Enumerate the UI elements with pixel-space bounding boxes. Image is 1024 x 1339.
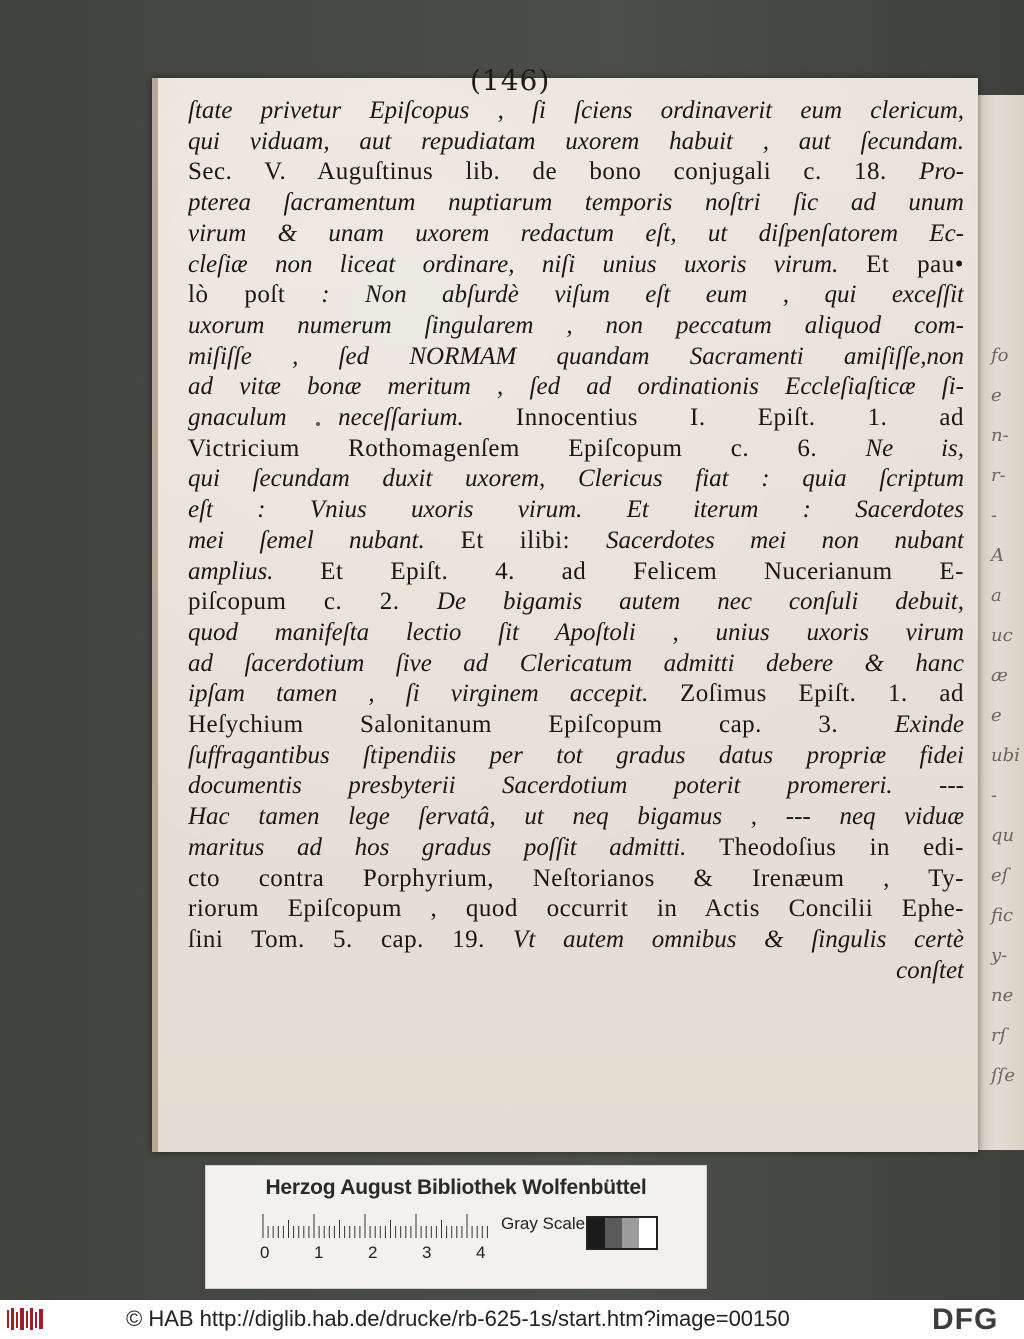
ruler-label: 0 xyxy=(260,1243,270,1262)
text-line xyxy=(188,250,964,281)
facing-page-fragment: æ xyxy=(991,665,1008,686)
text-line xyxy=(188,956,964,987)
gray-swatch xyxy=(622,1218,639,1248)
facing-page-fragment: a xyxy=(991,585,1002,606)
text-line xyxy=(188,587,964,618)
text-line xyxy=(188,618,964,649)
gray-swatch xyxy=(639,1218,656,1248)
facing-page-fragment: - xyxy=(991,505,998,526)
page-number: (146) xyxy=(470,64,551,97)
text-line xyxy=(188,311,964,342)
text-line xyxy=(188,557,964,588)
text-segment: Exinde xyxy=(894,711,964,739)
color-calibration-card xyxy=(205,1165,707,1289)
facing-page-fragment: ſſe xyxy=(991,1065,1015,1086)
text-segment: amplius. xyxy=(188,557,274,585)
text-segment: Victricium Rothomagenſem Epiſcopum c. 6. xyxy=(188,434,866,462)
text-line xyxy=(188,741,964,772)
text-segment: ad vitæ bonæ meritum , ſed ad ordinationis Eccleſiaſticæ ſi- xyxy=(188,373,964,401)
ruler-ticks xyxy=(261,1212,491,1238)
text-segment: ipſam tamen , ſi virginem accepit. xyxy=(188,680,649,708)
facing-page-fragment: r- xyxy=(991,465,1006,486)
text-segment: De bigamis autem nec conſuli debuit, xyxy=(436,588,964,616)
facing-page-fragment: n- xyxy=(991,425,1009,446)
text-line xyxy=(188,96,964,127)
text-line xyxy=(188,157,964,188)
text-segment: Sec. V. Auguſtinus lib. de bono conjugali c. 18. xyxy=(188,158,920,186)
facing-page-fragment: A xyxy=(991,545,1004,566)
library-name: Herzog August Bibliothek Wolfenbüttel xyxy=(265,1176,647,1199)
text-line xyxy=(188,679,964,710)
facing-page-fragment: - xyxy=(991,785,998,806)
text-segment: qui viduam, aut repudiatam uxorem habuit , aut ſecundam. xyxy=(188,127,964,155)
text-segment: qui ſecundam duxit uxorem, Clericus fiat : quia ſcriptum xyxy=(188,465,964,493)
ruler-label: 3 xyxy=(422,1243,432,1262)
text-line xyxy=(188,833,964,864)
facing-page-fragment: y- xyxy=(991,945,1008,966)
hab-barcode-logo-icon xyxy=(6,1306,46,1332)
source-url-text: © HAB http://diglib.hab.de/drucke/rb-625-1s/start.htm?image=00150 xyxy=(126,1306,790,1331)
text-segment: miſiſſe , ſed NORMAM quandam Sacramenti amiſiſſe,non xyxy=(188,342,964,370)
text-line xyxy=(188,864,964,895)
page-text xyxy=(188,96,964,986)
text-segment: uxorum numerum ſingularem , non peccatum aliquod com- xyxy=(188,311,964,339)
text-segment: Et ilibi: xyxy=(424,526,606,554)
text-segment: gnaculum neceſſarium. xyxy=(188,404,464,432)
text-line xyxy=(188,219,964,250)
facing-page-fragment: e xyxy=(991,385,1002,406)
facing-page-edge xyxy=(975,95,1024,1150)
facing-page-fragment: ubi xyxy=(991,745,1020,766)
ruler-label: 4 xyxy=(476,1243,486,1262)
text-line xyxy=(188,771,964,802)
text-segment: conſtet xyxy=(895,956,964,984)
text-segment: pterea ſacramentum nuptiarum temporis noſtri ſic ad unum xyxy=(188,189,964,217)
text-segment: Pro- xyxy=(919,158,964,186)
gray-swatch xyxy=(605,1218,622,1248)
text-segment: mei ſemel nubant. xyxy=(188,526,425,554)
text-segment: ſtate privetur Epiſcopus , ſi ſciens ordinaverit eum clericum, xyxy=(188,97,964,124)
text-line xyxy=(188,710,964,741)
text-segment: virum & unam uxorem redactum eſt, ut diſpenſatorem Ec- xyxy=(188,219,964,247)
gray-scale-bar xyxy=(586,1216,658,1250)
text-segment: Sacerdotes mei non nubant xyxy=(605,526,964,554)
text-segment: maritus ad hos gradus poſſit admitti. xyxy=(188,833,687,861)
text-segment: riorum Epiſcopum , quod occurrit in Actis Concilii Ephe- xyxy=(188,895,964,923)
footer-bar xyxy=(0,1300,1024,1339)
text-segment: ſuffragantibus ſtipendiis per tot gradus datus propriæ fidei xyxy=(188,741,964,769)
text-segment: Zoſimus Epiſt. 1. ad xyxy=(648,680,964,708)
ruler-label: 2 xyxy=(368,1243,378,1262)
text-segment: ſini Tom. 5. cap. 19. xyxy=(188,925,514,953)
text-line xyxy=(188,894,964,925)
facing-page-fragment: e xyxy=(991,705,1002,726)
text-segment: documentis presbyterii Sacerdotium poterit promereri. --- xyxy=(188,772,964,800)
text-segment: Et Epiſt. 4. ad Felicem Nucerianum E- xyxy=(273,557,964,585)
gray-swatch xyxy=(588,1218,605,1248)
facing-page-fragment: ne xyxy=(991,985,1014,1006)
text-line xyxy=(188,464,964,495)
text-line xyxy=(188,403,964,434)
facing-page-fragment: rſ xyxy=(991,1025,1007,1046)
text-segment: : Non abſurdè viſum eſt eum , qui exceſſit xyxy=(321,281,964,309)
text-line xyxy=(188,802,964,833)
text-line xyxy=(188,526,964,557)
text-segment: quod manifeſta lectio ſit Apoſtoli , unius uxoris virum xyxy=(188,618,964,646)
gray-scale-label: Gray Scale xyxy=(501,1214,586,1233)
text-line xyxy=(188,280,964,311)
text-segment: piſcopum c. 2. xyxy=(188,588,437,616)
text-segment: cto contra Porphyrium, Neſtorianos & Irenæum , Ty- xyxy=(188,864,964,892)
text-segment: Innocentius I. Epiſt. 1. ad xyxy=(463,404,964,432)
text-line xyxy=(188,127,964,158)
text-segment: eſt : Vnius uxoris virum. Et iterum : Sacerdotes xyxy=(188,496,964,524)
text-segment: Hac tamen lege ſervatâ, ut neq bigamus , --- neq viduæ xyxy=(188,803,964,831)
facing-page-fragment: eſ xyxy=(991,865,1009,886)
facing-page-fragment: qu xyxy=(991,825,1015,846)
text-line xyxy=(188,649,964,680)
ruler-label: 1 xyxy=(314,1243,324,1262)
text-line xyxy=(188,495,964,526)
text-line xyxy=(188,925,964,956)
text-segment: Vt autem omnibus & ſingulis certè xyxy=(513,925,964,953)
text-line xyxy=(188,434,964,465)
text-segment: lò poſt xyxy=(188,281,322,309)
text-segment: Ne is, xyxy=(865,434,964,462)
text-segment: ad ſacerdotium ſive ad Clericatum admitti debere & hanc xyxy=(188,649,964,677)
facing-page-fragment: fic xyxy=(991,905,1014,926)
facing-page-fragment: fo xyxy=(991,345,1009,366)
facing-page-fragment: uc xyxy=(991,625,1013,646)
text-line xyxy=(188,372,964,403)
text-segment: Et pau• xyxy=(838,250,964,278)
text-segment: Theodoſius in edi- xyxy=(686,833,964,861)
text-segment: Heſychium Salonitanum Epiſcopum cap. 3. xyxy=(188,711,895,739)
dfg-logo: DFG xyxy=(932,1303,999,1336)
measurement-ruler xyxy=(261,1212,501,1238)
ruler-labels xyxy=(258,1243,518,1265)
text-line xyxy=(188,342,964,373)
text-segment: cleſiæ non liceat ordinare, niſi unius uxoris virum. xyxy=(188,250,839,278)
text-line xyxy=(188,188,964,219)
